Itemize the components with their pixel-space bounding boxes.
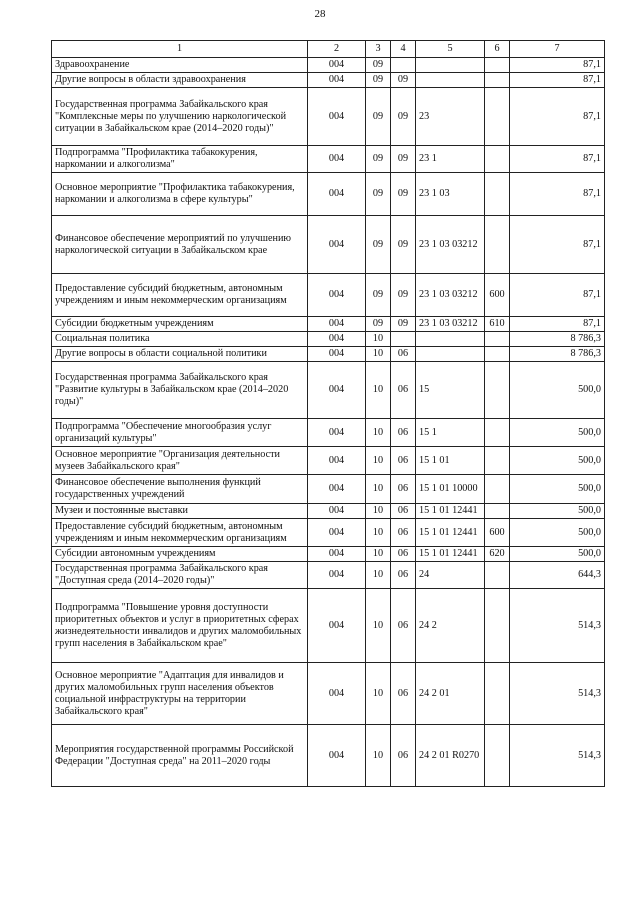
- row-cell-col2: 004: [308, 347, 366, 362]
- row-cell-col5: 15 1 01 12441: [416, 547, 485, 562]
- row-name-cell: Музеи и постоянные выставки: [52, 504, 308, 519]
- row-name-cell: Финансовое обеспечение выполнения функций государственных учреждений: [52, 475, 308, 504]
- row-cell-col6: 610: [485, 317, 510, 332]
- row-cell-col7: 87,1: [510, 88, 605, 146]
- row-name-cell: Предоставление субсидий бюджетным, автономным учреждениям и иным некоммерческим организациям: [52, 274, 308, 317]
- row-cell-col4: 06: [391, 725, 416, 787]
- row-cell-col2: 004: [308, 447, 366, 475]
- row-cell-col7: 87,1: [510, 73, 605, 88]
- row-cell-col6: 600: [485, 519, 510, 547]
- row-cell-col4: 06: [391, 663, 416, 725]
- row-cell-col2: 004: [308, 419, 366, 447]
- column-header-2: 2: [308, 41, 366, 58]
- row-cell-col2: 004: [308, 317, 366, 332]
- row-name-cell: Подпрограмма "Повышение уровня доступности приоритетных объектов и услуг в приоритетных сферах жизнедеятельности инвалидов и других маломобильных групп населения в Забайкальском крае": [52, 589, 308, 663]
- table-row: [52, 504, 605, 519]
- row-cell-col6: [485, 419, 510, 447]
- column-header-5: 5: [416, 41, 485, 58]
- row-cell-col2: 004: [308, 547, 366, 562]
- row-name-cell: Государственная программа Забайкальского края "Комплексные меры по улучшению наркологической ситуации в Забайкальском крае (2014–2020 годы)": [52, 88, 308, 146]
- row-cell-col6: [485, 663, 510, 725]
- row-cell-col5: 15 1 01: [416, 447, 485, 475]
- row-cell-col4: 09: [391, 274, 416, 317]
- row-cell-col3: 10: [366, 347, 391, 362]
- row-name-cell: Основное мероприятие "Профилактика табакокурения, наркомании и алкоголизма в сфере культуры": [52, 173, 308, 216]
- row-name-cell: Основное мероприятие "Адаптация для инвалидов и других маломобильных групп населения объектов социальной инфраструктуры на территории Забайкальского края": [52, 663, 308, 725]
- row-cell-col3: 10: [366, 589, 391, 663]
- row-cell-col5: [416, 73, 485, 88]
- row-cell-col4: 06: [391, 419, 416, 447]
- row-cell-col3: 10: [366, 332, 391, 347]
- table-row: [52, 88, 605, 146]
- row-cell-col4: 06: [391, 547, 416, 562]
- table-row: [52, 332, 605, 347]
- row-cell-col6: [485, 73, 510, 88]
- row-cell-col3: 09: [366, 73, 391, 88]
- row-cell-col7: 500,0: [510, 362, 605, 419]
- row-cell-col4: 09: [391, 146, 416, 173]
- row-cell-col3: 10: [366, 519, 391, 547]
- row-name-cell: Другие вопросы в области социальной политики: [52, 347, 308, 362]
- row-cell-col7: 87,1: [510, 173, 605, 216]
- row-cell-col7: 514,3: [510, 725, 605, 787]
- row-cell-col3: 09: [366, 274, 391, 317]
- row-cell-col7: 500,0: [510, 519, 605, 547]
- row-cell-col7: 514,3: [510, 589, 605, 663]
- row-cell-col5: 24: [416, 562, 485, 589]
- row-cell-col3: 10: [366, 562, 391, 589]
- table-row: [52, 216, 605, 274]
- table-row: [52, 725, 605, 787]
- table-row: [52, 146, 605, 173]
- row-name-cell: Финансовое обеспечение мероприятий по улучшению наркологической ситуации в Забайкальском крае: [52, 216, 308, 274]
- row-cell-col7: 500,0: [510, 447, 605, 475]
- row-cell-col7: 87,1: [510, 274, 605, 317]
- column-header-7: 7: [510, 41, 605, 58]
- row-cell-col4: [391, 58, 416, 73]
- budget-table: [51, 40, 605, 787]
- row-cell-col4: [391, 332, 416, 347]
- row-cell-col6: [485, 173, 510, 216]
- row-cell-col5: 23 1: [416, 146, 485, 173]
- row-cell-col6: [485, 347, 510, 362]
- row-cell-col2: 004: [308, 58, 366, 73]
- row-cell-col4: 09: [391, 173, 416, 216]
- row-cell-col3: 10: [366, 725, 391, 787]
- row-cell-col7: 8 786,3: [510, 347, 605, 362]
- row-cell-col6: [485, 146, 510, 173]
- row-cell-col6: [485, 216, 510, 274]
- row-name-cell: Субсидии автономным учреждениям: [52, 547, 308, 562]
- table-row: [52, 317, 605, 332]
- row-cell-col3: 10: [366, 362, 391, 419]
- row-cell-col5: 23 1 03 03212: [416, 216, 485, 274]
- row-cell-col2: 004: [308, 519, 366, 547]
- column-header-4: 4: [391, 41, 416, 58]
- row-cell-col3: 09: [366, 317, 391, 332]
- row-cell-col7: 500,0: [510, 547, 605, 562]
- row-cell-col4: 06: [391, 447, 416, 475]
- table-row: [52, 562, 605, 589]
- row-cell-col4: 09: [391, 317, 416, 332]
- row-cell-col5: 23 1 03: [416, 173, 485, 216]
- row-name-cell: Подпрограмма "Профилактика табакокурения, наркомании и алкоголизма": [52, 146, 308, 173]
- row-cell-col4: 09: [391, 73, 416, 88]
- row-name-cell: Государственная программа Забайкальского края "Доступная среда (2014–2020 годы)": [52, 562, 308, 589]
- row-cell-col5: 24 2 01 R0270: [416, 725, 485, 787]
- row-cell-col2: 004: [308, 362, 366, 419]
- row-cell-col6: 600: [485, 274, 510, 317]
- table-row: [52, 58, 605, 73]
- page-number: 28: [314, 8, 326, 20]
- column-header-1: 1: [52, 41, 308, 58]
- row-cell-col4: 06: [391, 475, 416, 504]
- row-cell-col6: 620: [485, 547, 510, 562]
- row-name-cell: Основное мероприятие "Организация деятельности музеев Забайкальского края": [52, 447, 308, 475]
- row-cell-col5: 15 1 01 10000: [416, 475, 485, 504]
- row-cell-col7: 87,1: [510, 317, 605, 332]
- row-cell-col2: 004: [308, 725, 366, 787]
- row-name-cell: Другие вопросы в области здравоохранения: [52, 73, 308, 88]
- row-cell-col4: 06: [391, 589, 416, 663]
- row-cell-col5: 15 1 01 12441: [416, 519, 485, 547]
- row-cell-col7: 500,0: [510, 475, 605, 504]
- row-cell-col2: 004: [308, 216, 366, 274]
- row-name-cell: Субсидии бюджетным учреждениям: [52, 317, 308, 332]
- row-cell-col5: [416, 332, 485, 347]
- row-cell-col3: 10: [366, 547, 391, 562]
- row-cell-col2: 004: [308, 663, 366, 725]
- row-cell-col3: 09: [366, 88, 391, 146]
- row-cell-col6: [485, 447, 510, 475]
- table-row: [52, 362, 605, 419]
- row-cell-col6: [485, 475, 510, 504]
- table-row: [52, 589, 605, 663]
- row-cell-col4: 06: [391, 347, 416, 362]
- row-name-cell: Социальная политика: [52, 332, 308, 347]
- row-cell-col3: 10: [366, 504, 391, 519]
- row-cell-col6: [485, 332, 510, 347]
- row-cell-col4: 06: [391, 562, 416, 589]
- row-cell-col6: [485, 725, 510, 787]
- row-cell-col2: 004: [308, 274, 366, 317]
- row-cell-col3: 10: [366, 475, 391, 504]
- row-cell-col2: 004: [308, 504, 366, 519]
- row-cell-col5: 24 2 01: [416, 663, 485, 725]
- row-cell-col6: [485, 362, 510, 419]
- row-cell-col6: [485, 504, 510, 519]
- table-body: [52, 58, 605, 787]
- row-cell-col5: 24 2: [416, 589, 485, 663]
- row-cell-col3: 10: [366, 447, 391, 475]
- row-cell-col7: 500,0: [510, 504, 605, 519]
- row-cell-col4: 06: [391, 362, 416, 419]
- row-cell-col3: 09: [366, 146, 391, 173]
- table-row: [52, 475, 605, 504]
- row-cell-col2: 004: [308, 173, 366, 216]
- row-cell-col4: 09: [391, 216, 416, 274]
- row-name-cell: Государственная программа Забайкальского края "Развитие культуры в Забайкальском крае (2014–2020 годы)": [52, 362, 308, 419]
- column-header-6: 6: [485, 41, 510, 58]
- table-row: [52, 419, 605, 447]
- row-cell-col5: 23 1 03 03212: [416, 317, 485, 332]
- row-cell-col4: 06: [391, 504, 416, 519]
- row-cell-col7: 644,3: [510, 562, 605, 589]
- table-row: [52, 274, 605, 317]
- row-cell-col3: 10: [366, 663, 391, 725]
- row-cell-col5: 23: [416, 88, 485, 146]
- table-row: [52, 447, 605, 475]
- row-cell-col6: [485, 562, 510, 589]
- row-name-cell: Подпрограмма "Обеспечение многообразия услуг организаций культуры": [52, 419, 308, 447]
- row-cell-col2: 004: [308, 562, 366, 589]
- row-cell-col3: 10: [366, 419, 391, 447]
- row-cell-col7: 514,3: [510, 663, 605, 725]
- row-cell-col4: 06: [391, 519, 416, 547]
- row-cell-col3: 09: [366, 216, 391, 274]
- row-name-cell: Предоставление субсидий бюджетным, автономным учреждениям и иным некоммерческим организациям: [52, 519, 308, 547]
- row-cell-col2: 004: [308, 88, 366, 146]
- row-cell-col7: 500,0: [510, 419, 605, 447]
- table-header-row: [52, 41, 605, 58]
- row-cell-col7: 87,1: [510, 58, 605, 73]
- table-row: [52, 663, 605, 725]
- row-cell-col4: 09: [391, 88, 416, 146]
- row-cell-col5: [416, 347, 485, 362]
- row-cell-col5: 15: [416, 362, 485, 419]
- row-cell-col7: 8 786,3: [510, 332, 605, 347]
- row-name-cell: Мероприятия государственной программы Российской Федерации "Доступная среда" на 2011–2020 годы: [52, 725, 308, 787]
- row-cell-col7: 87,1: [510, 216, 605, 274]
- row-cell-col5: 23 1 03 03212: [416, 274, 485, 317]
- row-cell-col6: [485, 88, 510, 146]
- row-cell-col2: 004: [308, 589, 366, 663]
- table-row: [52, 173, 605, 216]
- row-cell-col2: 004: [308, 146, 366, 173]
- row-cell-col5: 15 1: [416, 419, 485, 447]
- row-cell-col5: 15 1 01 12441: [416, 504, 485, 519]
- table-row: [52, 73, 605, 88]
- row-cell-col7: 87,1: [510, 146, 605, 173]
- table-row: [52, 347, 605, 362]
- row-cell-col6: [485, 589, 510, 663]
- table-row: [52, 519, 605, 547]
- row-cell-col3: 09: [366, 58, 391, 73]
- row-cell-col6: [485, 58, 510, 73]
- table-row: [52, 547, 605, 562]
- row-cell-col5: [416, 58, 485, 73]
- row-cell-col3: 09: [366, 173, 391, 216]
- column-header-3: 3: [366, 41, 391, 58]
- row-name-cell: Здравоохранение: [52, 58, 308, 73]
- row-cell-col2: 004: [308, 332, 366, 347]
- row-cell-col2: 004: [308, 73, 366, 88]
- row-cell-col2: 004: [308, 475, 366, 504]
